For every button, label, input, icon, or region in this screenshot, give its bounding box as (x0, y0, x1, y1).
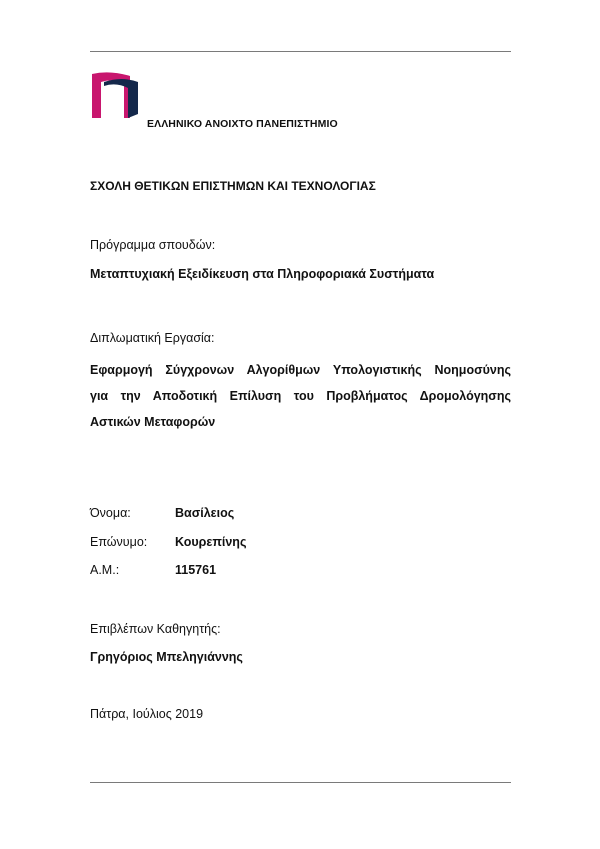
top-divider (90, 51, 511, 52)
last-name-label: Επώνυμο: (90, 535, 148, 549)
supervisor-label: Επιβλέπων Καθηγητής: (90, 622, 221, 636)
thesis-label: Διπλωματική Εργασία: (90, 331, 215, 345)
school-name: ΣΧΟΛΗ ΘΕΤΙΚΩΝ ΕΠΙΣΤΗΜΩΝ ΚΑΙ ΤΕΧΝΟΛΟΓΙΑΣ (90, 179, 376, 193)
bottom-divider (90, 782, 511, 783)
logo-navy-shape (104, 79, 138, 118)
program-value: Μεταπτυχιακή Εξειδίκευση στα Πληροφοριακά Συστήματα (90, 267, 435, 281)
place-date: Πάτρα, Ιούλιος 2019 (90, 707, 204, 721)
first-name-label: Όνομα: (90, 506, 131, 520)
last-name-value: Κουρεπίνης (175, 535, 247, 549)
thesis-title-line: Εφαρμογή Σύγχρονων Αλγορίθμων Υπολογιστικής Νοημοσύνης (90, 363, 511, 377)
university-logo (92, 72, 138, 118)
student-id-label: Α.Μ.: (90, 563, 120, 577)
supervisor-name: Γρηγόριος Μπεληγιάννης (90, 650, 243, 664)
program-label: Πρόγραμμα σπουδών: (90, 238, 216, 252)
thesis-title (90, 357, 511, 435)
thesis-title-line: για την Αποδοτική Επίλυση του Προβλήματος Δρομολόγησης (90, 389, 511, 403)
thesis-title-line: Αστικών Μεταφορών (90, 415, 216, 429)
university-name: ΕΛΛΗΝΙΚΟ ΑΝΟΙΧΤΟ ΠΑΝΕΠΙΣΤΗΜΙΟ (147, 118, 338, 130)
first-name-value: Βασίλειος (175, 506, 235, 520)
student-id-value: 115761 (175, 563, 217, 577)
